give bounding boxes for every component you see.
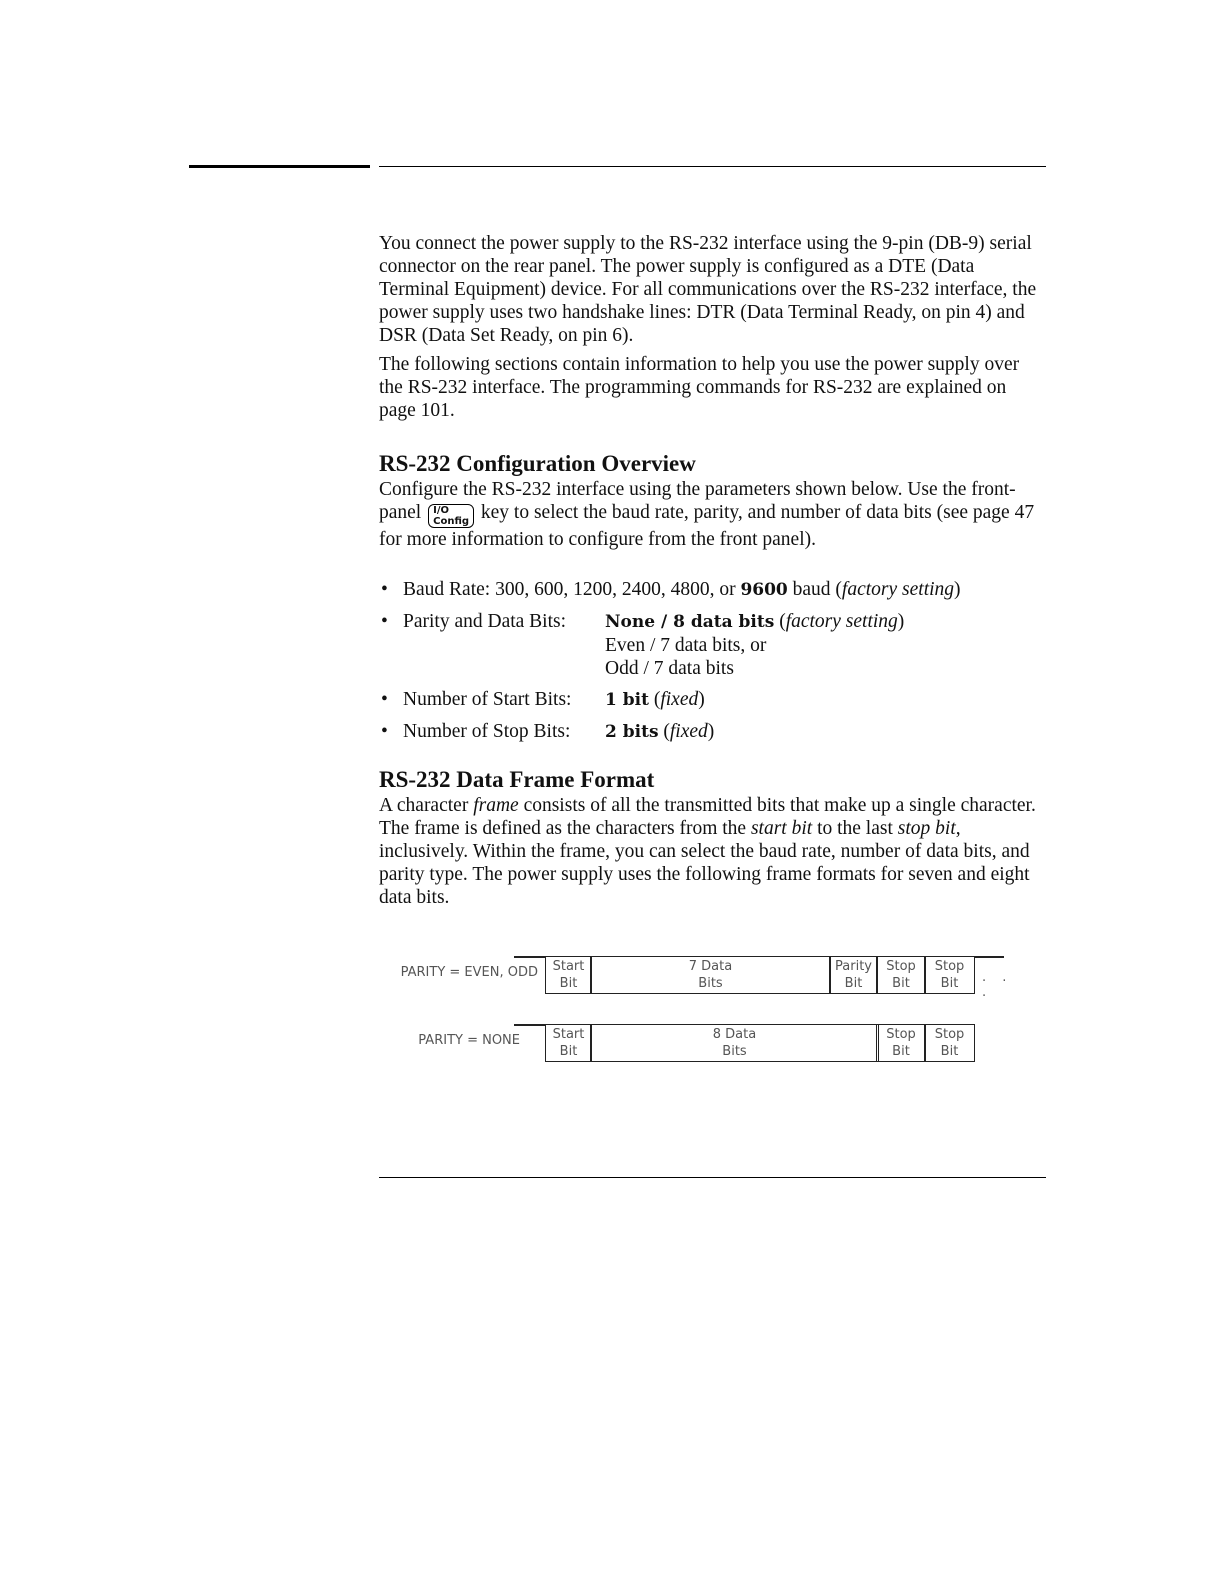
- key-top-label: I/O: [433, 505, 449, 516]
- continuation-dots: . . .: [982, 970, 1013, 1000]
- cell-bottom-label: Bits: [698, 976, 723, 991]
- cell-bottom-label: Bit: [940, 1044, 959, 1059]
- frame-line: [974, 956, 1004, 958]
- cell-top-label: Parity: [835, 959, 872, 974]
- start-bits-note: fixed: [660, 689, 699, 710]
- stop-bits-item: • Number of Stop Bits: 2 bits (fixed): [381, 721, 715, 742]
- config-text-before-key: Configure the RS-232 interface using the parameters shown below. Use the front-panel: [379, 479, 1016, 523]
- cell-bottom-label: Bit: [940, 976, 959, 991]
- frame-cell-stop-bit-2: [924, 956, 975, 994]
- baud-rate-unit: baud: [792, 579, 831, 600]
- header-rule-right: [379, 166, 1046, 167]
- frame-cell-start-bit: [545, 956, 592, 994]
- cell-bottom-label: Bit: [892, 976, 910, 991]
- header-rule-left: [189, 165, 370, 168]
- frame-line: [514, 956, 546, 958]
- row-label-none: PARITY = NONE: [418, 1033, 520, 1048]
- parity-default: None / 8 data bits: [605, 612, 775, 632]
- start-bits-item: • Number of Start Bits: 1 bit (fixed): [381, 689, 705, 710]
- cell-top-label: Start: [552, 1027, 585, 1042]
- io-config-key-icon: [428, 504, 474, 528]
- bullet-icon: •: [381, 721, 388, 742]
- bullet-icon: •: [381, 689, 388, 710]
- bullet-icon: •: [381, 579, 388, 600]
- key-bottom-label: Config: [433, 516, 470, 527]
- bullet-icon: •: [381, 611, 388, 632]
- intro-paragraph-2: The following sections contain information to help you use the power supply over the RS-232 interface. The programming commands for RS-232 are explained on page 101.: [379, 354, 1020, 421]
- frame-term-frame: frame: [473, 795, 519, 816]
- parity-alt-odd: Odd / 7 data bits: [605, 658, 734, 679]
- frame-term-start-bit: start bit: [750, 818, 813, 839]
- cell-top-label: Stop: [886, 1027, 916, 1042]
- footer-rule: [379, 1177, 1046, 1178]
- cell-top-label: Stop: [886, 959, 916, 974]
- cell-top-label: Stop: [934, 959, 965, 974]
- baud-rate-label: Baud Rate: 300, 600, 1200, 2400, 4800, or: [403, 579, 736, 600]
- frame-cell-parity-bit: [829, 956, 878, 994]
- baud-rate-item: • Baud Rate: 300, 600, 1200, 2400, 4800, or 9600 baud (factory setting): [381, 579, 961, 600]
- frame-heading: RS-232 Data Frame Format: [379, 767, 655, 792]
- cell-top-label: Stop: [934, 1027, 965, 1042]
- data-frame-diagram: [390, 950, 1030, 1080]
- cell-top-label: 8 Data: [712, 1027, 757, 1042]
- cell-top-label: Start: [552, 959, 585, 974]
- frame-term-stop-bit: stop bit: [897, 818, 956, 839]
- config-paragraph: [379, 478, 1047, 551]
- frame-cell-data-bits: [590, 956, 831, 994]
- parity-default-note: factory setting: [785, 611, 898, 632]
- parity-alt-even: Even / 7 data bits, or: [605, 635, 767, 656]
- frame-cell-stop-bit-1: [876, 956, 926, 994]
- parity-label: Parity and Data Bits:: [403, 611, 567, 632]
- start-bits-label: Number of Start Bits:: [403, 689, 572, 710]
- cell-bottom-label: Bit: [844, 976, 863, 991]
- frame-text-4: , inclusively. Within the frame, you can select the baud rate, number of data bits, and parity type. The power supply uses the following frame formats for seven and eight data bits.: [379, 818, 1030, 908]
- frame-paragraph: [379, 794, 1047, 909]
- frame-cell-start-bit: [545, 1024, 592, 1062]
- config-text-after-key: key to select the baud rate, parity, and number of data bits (see page 47 for more information to configure from the front panel).: [379, 502, 1035, 550]
- frame-cell-stop-bit-1: [876, 1024, 926, 1062]
- stop-bits-note: fixed: [669, 721, 708, 742]
- baud-rate-default: 9600: [740, 580, 788, 600]
- cell-bottom-label: Bit: [559, 976, 578, 991]
- parity-item: [379, 610, 1047, 680]
- baud-rate-note: factory setting: [841, 579, 955, 600]
- frame-cell-stop-bit-2: [924, 1024, 975, 1062]
- stop-bits-value: 2 bits: [605, 722, 659, 742]
- config-heading: RS-232 Configuration Overview: [379, 451, 696, 476]
- frame-text-3: to the last: [817, 818, 893, 839]
- frame-row-parity: [390, 956, 1030, 1000]
- cell-bottom-label: Bit: [559, 1044, 578, 1059]
- stop-bits-label: Number of Stop Bits:: [403, 721, 571, 742]
- cell-bottom-label: Bit: [892, 1044, 910, 1059]
- start-bits-value: 1 bit: [605, 690, 649, 710]
- frame-text-1: A character: [379, 795, 469, 816]
- frame-line: [514, 1024, 546, 1026]
- frame-row-none: [390, 1024, 1030, 1062]
- cell-top-label: 7 Data: [688, 959, 733, 974]
- row-label-parity: PARITY = EVEN, ODD: [400, 965, 538, 980]
- frame-cell-data-bits: [590, 1024, 879, 1062]
- config-parameter-list: [379, 578, 1047, 744]
- page-content: [379, 232, 1047, 915]
- parity-values: None / 8 data bits (factory setting) Even / 7 data bits, or Odd / 7 data bits: [605, 611, 905, 679]
- cell-bottom-label: Bits: [722, 1044, 747, 1059]
- intro-paragraph-1: You connect the power supply to the RS-232 interface using the 9-pin (DB-9) serial connector on the rear panel. The power supply is configured as a DTE (Data Terminal Equipment) device. For all communications over the RS-232 interface, the power supply uses two handshake lines: DTR (Data Terminal Ready, on pin 4) and DSR (Data Set Ready, on pin 6).: [379, 233, 1037, 346]
- frame-text-2: consists of all the transmitted bits that make up a single character. The frame is defined as the characters from the: [379, 795, 1036, 839]
